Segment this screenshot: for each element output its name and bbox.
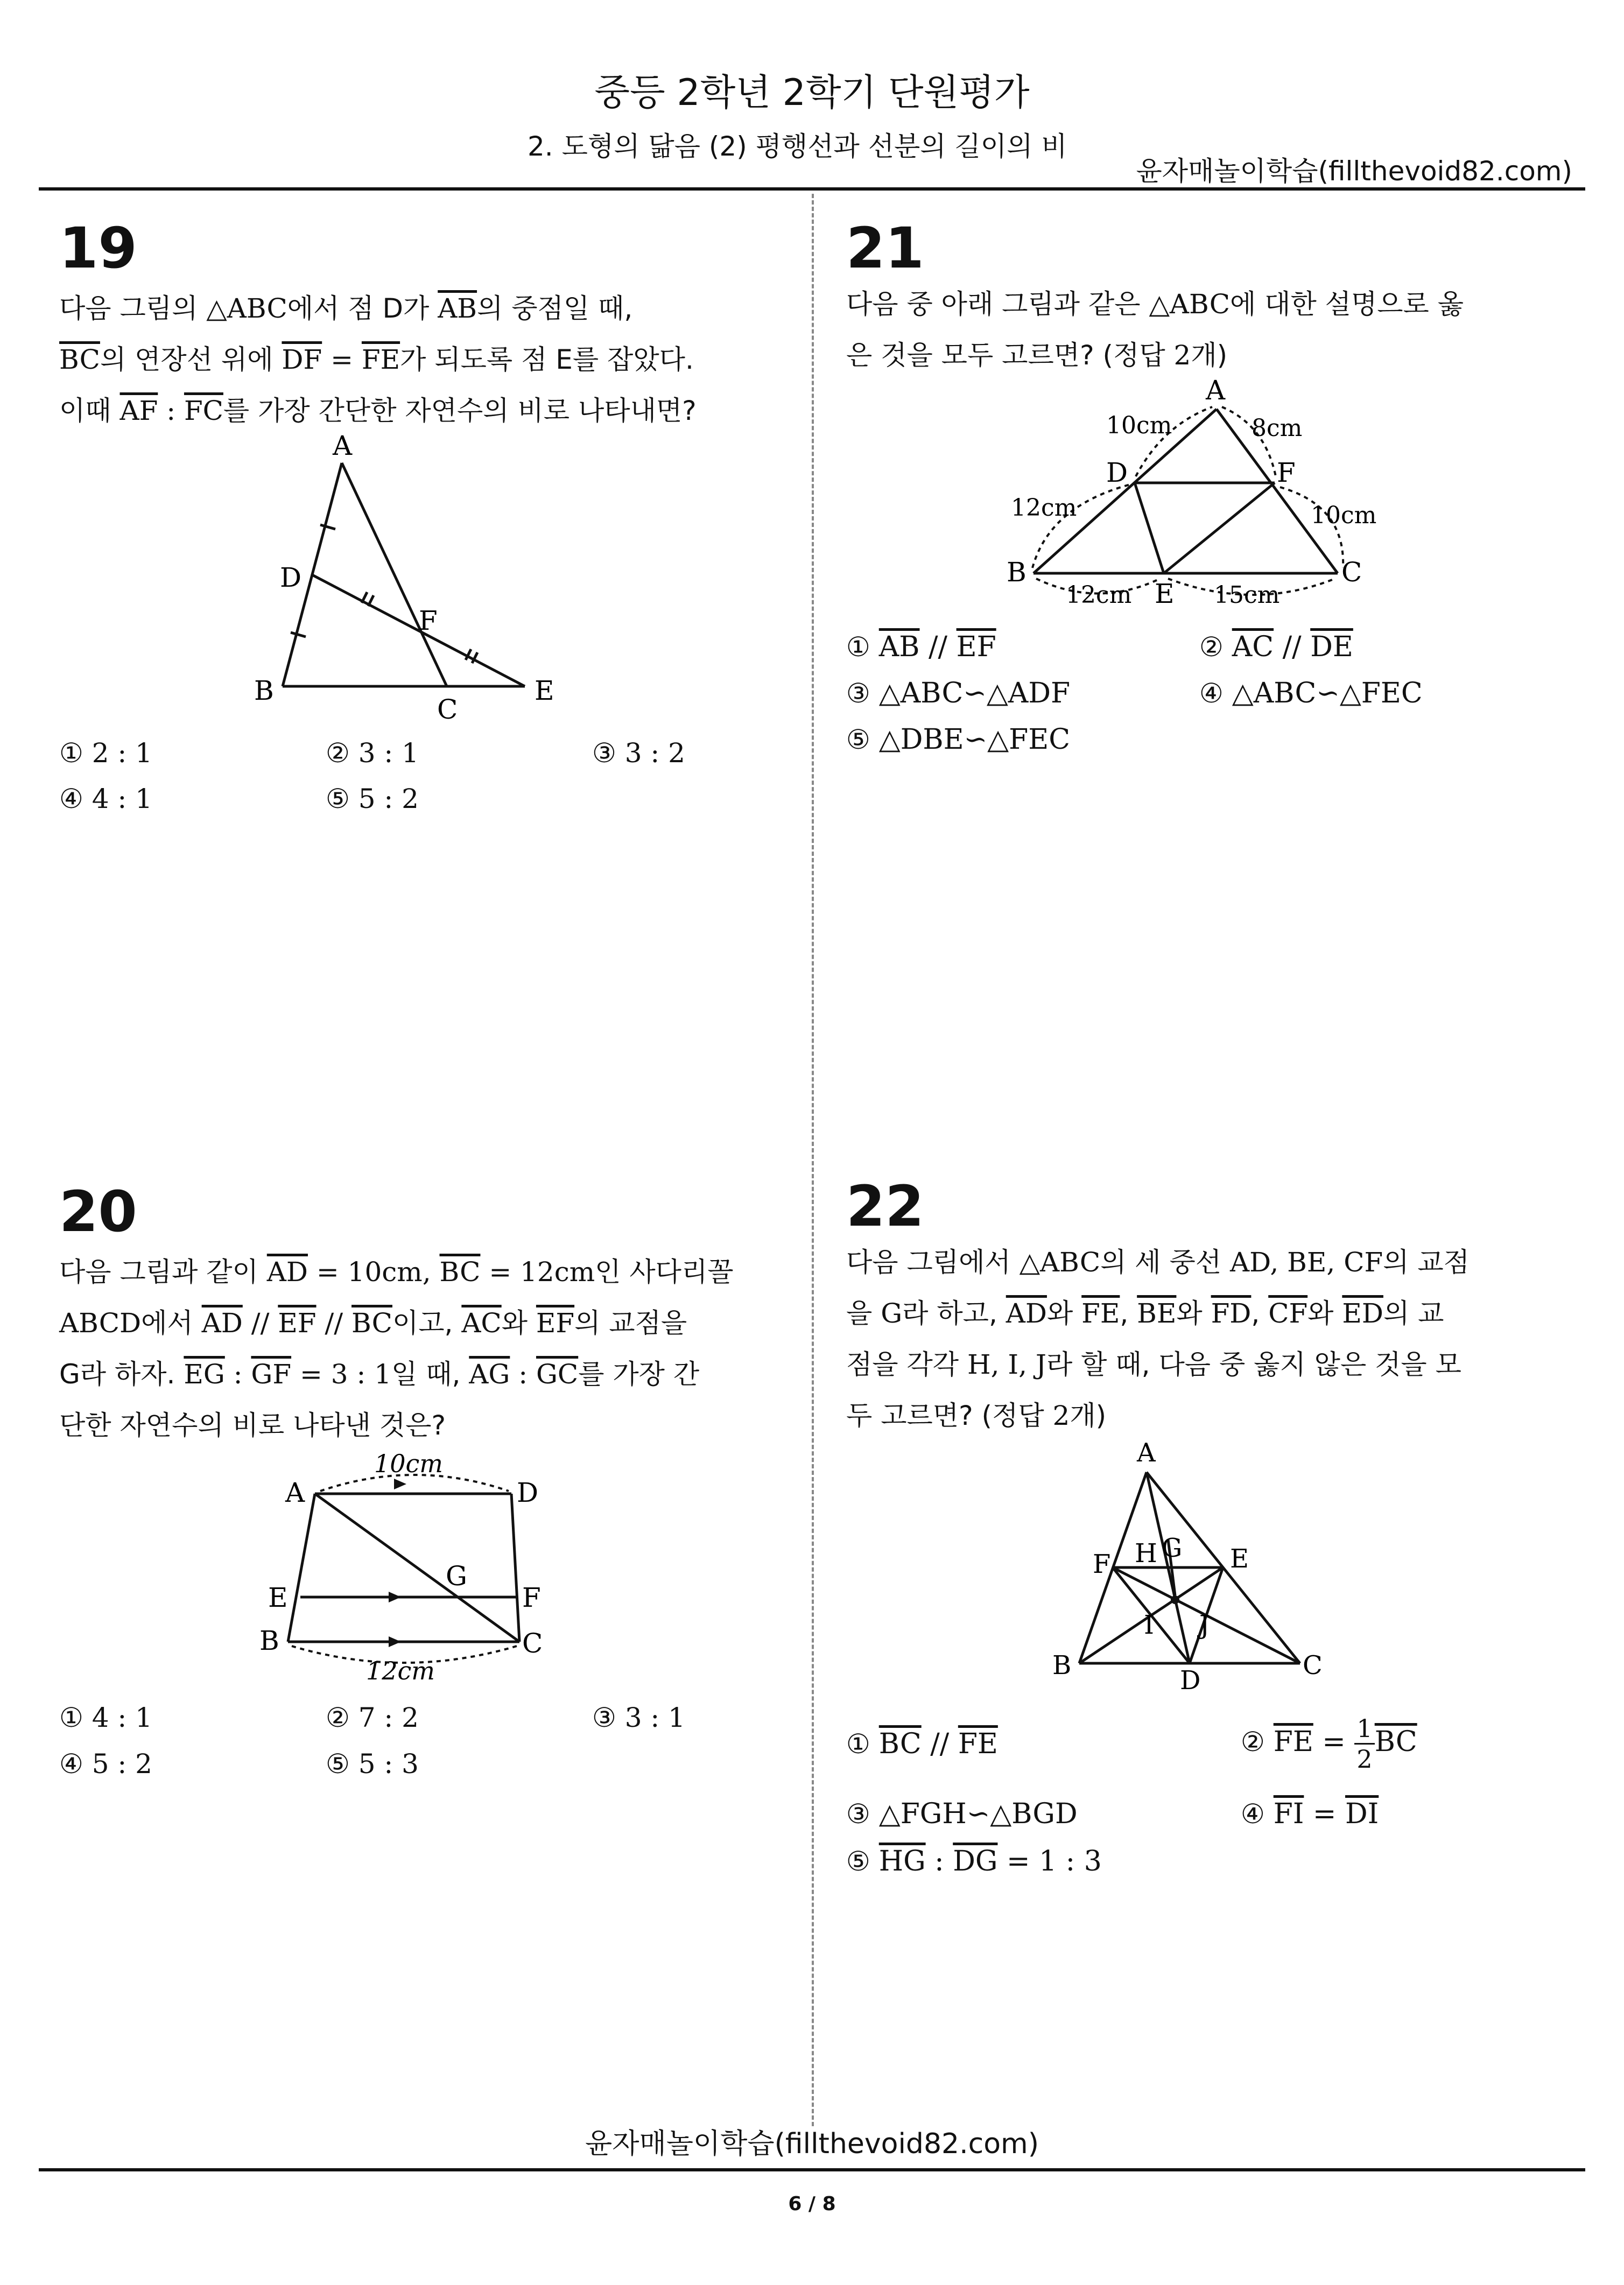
q21-option-2[interactable]: ② $\overline{AC} // \overline{DE}$ (1199, 631, 1353, 663)
q19-option-4[interactable]: ④ 4 : 1 (59, 783, 152, 814)
q22-option-5[interactable]: ⑤ $\overline{HG}$ : $\overline{DG} = 1$ : 3 (846, 1845, 1102, 1878)
top-length-label: 10cm (374, 1449, 443, 1478)
q21-option-4[interactable]: ④ △ABC∽△FEC (1199, 677, 1423, 709)
label-F: F (1093, 1549, 1111, 1579)
label-E: E (268, 1582, 288, 1613)
label-A: A (285, 1477, 305, 1508)
question-21-number: 21 (846, 215, 924, 281)
question-19-text: 다음 그림의 △ABC에서 점 D가 $\overline{AB}$의 중점일 때, $\overline{BC}$의 연장선 위에 $\overline{DF} = \overline{FE}$가 되도록 점 E를 잡았다. 이때 $\overline{AF}$ : $\overline{FC}$를 가장 간단한 자연수의 비로 나타내면? (59, 293, 697, 426)
unit-subtitle: 2. 도형의 닮음 (2) 평행선과 선분의 길이의 비 (528, 131, 1067, 162)
header-rule (39, 187, 1585, 191)
q19-option-3[interactable]: ③ 3 : 2 (592, 737, 685, 769)
trapezoid-figure-20 (253, 1443, 587, 1690)
length-BE: 12cm (1066, 581, 1132, 609)
q21-option-1[interactable]: ① $\overline{AB} // \overline{EF}$ (846, 631, 996, 663)
label-F: F (1277, 457, 1296, 488)
label-E: E (1230, 1544, 1249, 1574)
q20-option-1[interactable]: ① 4 : 1 (59, 1702, 152, 1733)
page-title: 중등 2학년 2학기 단원평가 (594, 72, 1030, 114)
label-D: D (1106, 457, 1128, 488)
footer-rule (39, 2168, 1585, 2171)
q22-option-3[interactable]: ③ △FGH∽△BGD (846, 1798, 1078, 1830)
q21-option-5[interactable]: ⑤ △DBE∽△FEC (846, 723, 1070, 756)
label-E: E (1155, 578, 1175, 609)
label-C: C (1341, 557, 1362, 588)
length-AD: 10cm (1106, 412, 1172, 439)
label-B: B (254, 675, 274, 706)
footer-site: 윤자매놀이학습(fillthevoid82.com) (585, 2128, 1039, 2160)
label-B: B (259, 1625, 279, 1656)
label-G: G (446, 1560, 467, 1592)
label-H: H (1135, 1538, 1157, 1569)
triangle-figure-21 (1001, 371, 1432, 624)
label-C: C (522, 1628, 543, 1659)
q20-option-2[interactable]: ② 7 : 2 (326, 1702, 419, 1733)
length-DB: 12cm (1011, 494, 1077, 522)
q21-option-3[interactable]: ③ △ABC∽△ADF (846, 677, 1071, 709)
q22-option-4[interactable]: ④ $\overline{FI} = \overline{DI}$ (1241, 1798, 1379, 1830)
label-I: I (1144, 1610, 1154, 1640)
label-D: D (1180, 1665, 1201, 1696)
fraction-one-half: $\frac{1}{2}$ (1354, 1716, 1374, 1771)
label-B: B (1052, 1650, 1072, 1681)
label-G: G (1162, 1533, 1183, 1563)
page-number: 6 / 8 (788, 2193, 836, 2215)
question-22-text: 다음 그림에서 △ABC의 세 중선 AD, BE, CF의 교점 을 G라 하고, $\overline{AD}$와 $\overline{FE}$, $\overline{BE}$와 $\overline{FD}$, $\overline{CF}$와 $\overline{ED}$의 교 점을 각각 H, I, J라 할 때, 다음 중 옳지 않은 것을 모 두 고르면? (정답 2개) (846, 1247, 1470, 1431)
question-20-number: 20 (59, 1179, 137, 1245)
length-AF: 8cm (1252, 414, 1303, 442)
q19-option-5[interactable]: ⑤ 5 : 2 (326, 783, 419, 814)
label-D: D (517, 1477, 539, 1508)
q20-option-3[interactable]: ③ 3 : 1 (592, 1702, 685, 1733)
q19-option-1[interactable]: ① 2 : 1 (59, 737, 152, 769)
label-F: F (522, 1582, 541, 1613)
label-A: A (1206, 375, 1226, 406)
question-21-text: 다음 중 아래 그림과 같은 △ABC에 대한 설명으로 옳 은 것을 모두 고르면? (정답 2개) (846, 289, 1464, 371)
q22-option-2[interactable]: ② $\overline{FE}$ = $\frac{1}{2}$ $\overline{BC}$ (1241, 1714, 1417, 1774)
label-E: E (535, 675, 554, 706)
label-C: C (1303, 1650, 1323, 1681)
q20-option-4[interactable]: ④ 5 : 2 (59, 1748, 152, 1780)
label-J: J (1199, 1610, 1210, 1640)
question-20-text: 다음 그림과 같이 $\overline{AD} = 10cm$, $\overline{BC} = 12cm$인 사다리꼴 ABCD에서 $\overline{AD} // \overline{EF} // \overline{BC}$이고, $\overline{AC}$와 $\overline{EF}$의 교점을 G라 하자. $\overline{EG}$ : $\overline{GF} = 3$ : 1일 때, $\overline{AG}$ : $\overline{GC}$를 가장 간 단한 자연수의 비로 나타낸 것은? (59, 1256, 734, 1441)
length-EC: 15cm (1214, 581, 1280, 609)
label-B: B (1007, 557, 1027, 588)
header-site: 윤자매놀이학습(fillthevoid82.com) (1136, 156, 1572, 187)
label-D: D (280, 562, 302, 593)
label-F: F (419, 605, 438, 636)
bottom-length-label: 12cm (366, 1656, 435, 1685)
triangle-figure-22 (1044, 1432, 1335, 1701)
q20-option-5[interactable]: ⑤ 5 : 3 (326, 1748, 419, 1780)
column-divider (812, 194, 814, 2126)
triangle-figure-19 (237, 431, 581, 732)
q22-option-1[interactable]: ① $\overline{BC} // \overline{FE}$ (846, 1728, 998, 1760)
question-19-number: 19 (59, 215, 137, 281)
label-A: A (333, 431, 353, 461)
q19-option-2[interactable]: ② 3 : 1 (326, 737, 419, 769)
label-A: A (1137, 1438, 1156, 1468)
label-C: C (437, 694, 458, 725)
question-22-number: 22 (846, 1173, 924, 1239)
length-FC: 10cm (1311, 502, 1377, 529)
